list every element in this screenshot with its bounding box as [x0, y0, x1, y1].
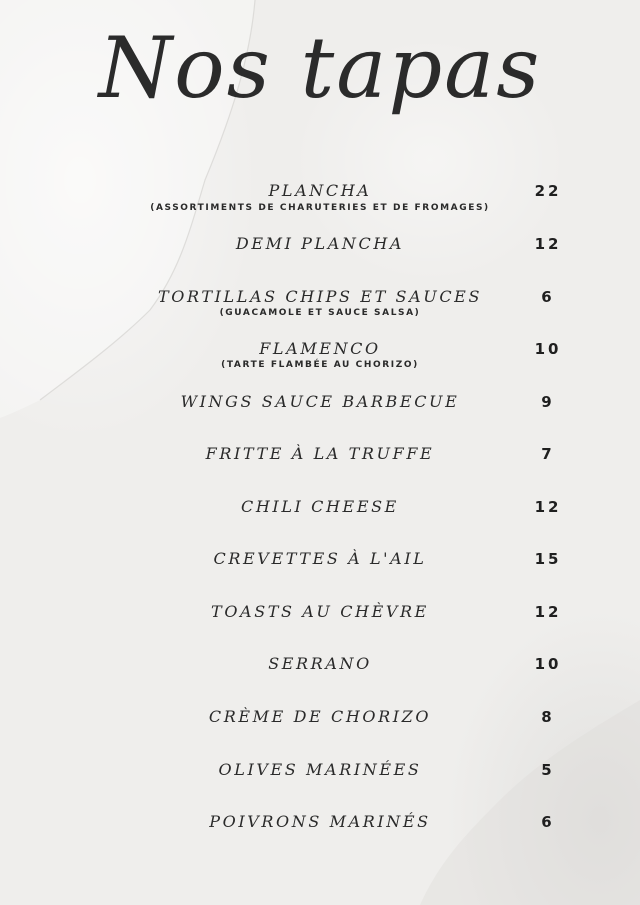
- menu-item-name: SERRANO: [268, 654, 372, 673]
- menu-item-description: (GUACAMOLE ET SAUCE SALSA): [219, 308, 421, 318]
- menu-item-name: CREVETTES À L'AIL: [213, 549, 427, 568]
- menu-item-name: FLAMENCO: [259, 339, 381, 358]
- menu-item-price: 10: [534, 340, 562, 358]
- menu-item-name: WINGS SAUCE BARBECUE: [180, 392, 460, 411]
- menu-item-name: CHILI CHEESE: [241, 497, 399, 516]
- menu-item-price: 6: [541, 813, 555, 831]
- menu-item-price: 8: [541, 708, 555, 726]
- menu-item-price: 15: [534, 550, 562, 568]
- menu-item-price: 12: [534, 498, 562, 516]
- menu-item-name: FRITTE À LA TRUFFE: [205, 444, 435, 463]
- menu-item-name: POIVRONS MARINÉS: [209, 812, 431, 831]
- menu-item-price: 6: [541, 288, 555, 306]
- menu-item-name: CRÈME DE CHORIZO: [208, 707, 432, 726]
- menu-item-price: 7: [541, 445, 555, 463]
- menu-item-price: 5: [541, 761, 555, 779]
- menu-item-description: (ASSORTIMENTS DE CHARUTERIES ET DE FROMAGES): [150, 203, 490, 213]
- menu-item-price: 9: [541, 393, 555, 411]
- menu-item-name: DEMI PLANCHA: [235, 234, 405, 253]
- menu-title: Nos tapas: [98, 19, 542, 117]
- menu-item-price: 12: [534, 235, 562, 253]
- menu-item-price: 12: [534, 603, 562, 621]
- menu-item-price: 10: [534, 655, 562, 673]
- menu-item-price: 22: [534, 182, 562, 200]
- menu-item-description: (TARTE FLAMBÉE AU CHORIZO): [221, 360, 419, 370]
- menu-item-name: TORTILLAS CHIPS ET SAUCES: [157, 287, 483, 306]
- menu-item-name: PLANCHA: [268, 181, 372, 200]
- menu-item-name: TOASTS AU CHÈVRE: [211, 602, 429, 621]
- menu-item-name: OLIVES MARINÉES: [218, 760, 422, 779]
